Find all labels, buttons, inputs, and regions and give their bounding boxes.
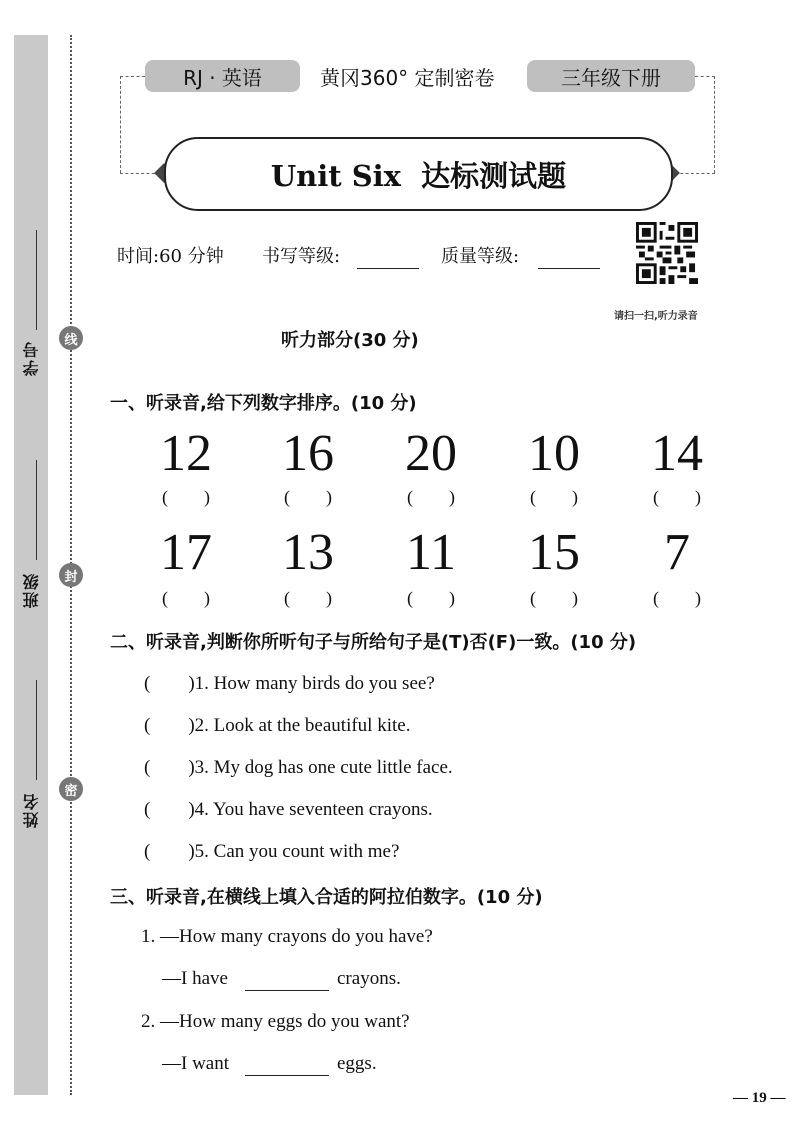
judgement-item[interactable]: ( )1. How many birds do you see? — [144, 673, 435, 694]
class-label: 班级 — [22, 572, 41, 608]
order-blank[interactable]: ( ) — [653, 487, 701, 507]
number-item: 7 — [664, 524, 690, 581]
answer-1-suffix: crayons. — [337, 968, 401, 989]
seal-feng: 封 — [59, 563, 83, 587]
seal-mi: 密 — [59, 777, 83, 801]
answer-1-prefix: —I have — [162, 968, 228, 989]
number-item: 10 — [528, 425, 580, 482]
section1-heading: 一、听录音,给下列数字排序。(10 分) — [110, 393, 417, 414]
seal-xian: 线 — [59, 326, 83, 350]
section3-heading: 三、听录音,在横线上填入合适的阿拉伯数字。(10 分) — [110, 887, 543, 908]
answer-2-blank[interactable] — [245, 1055, 329, 1076]
order-blank[interactable]: ( ) — [407, 487, 455, 507]
judgement-item[interactable]: ( )4. You have seventeen crayons. — [144, 799, 433, 820]
number-item: 11 — [405, 524, 457, 581]
writing-grade-blank[interactable] — [357, 248, 419, 269]
qr-code-icon[interactable] — [636, 222, 698, 284]
qr-caption: 请扫一扫,听力录音 — [614, 311, 698, 322]
frame-line — [120, 76, 145, 77]
answer-2-suffix: eggs. — [337, 1053, 377, 1074]
frame-line — [120, 76, 121, 173]
number-item: 16 — [282, 425, 334, 482]
number-item: 17 — [160, 524, 212, 581]
frame-line — [714, 76, 715, 173]
series-title: 黄冈360° 定制密卷 — [320, 65, 495, 90]
class-line — [36, 460, 37, 560]
question-2: 2. —How many eggs do you want? — [141, 1011, 410, 1032]
quality-grade-blank[interactable] — [538, 248, 600, 269]
exam-time: 时间:60 分钟 — [117, 246, 224, 267]
name-line — [36, 680, 37, 780]
order-blank[interactable]: ( ) — [284, 487, 332, 507]
answer-1-blank[interactable] — [245, 970, 329, 991]
section2-heading: 二、听录音,判断你所听句子与所给句子是(T)否(F)一致。(10 分) — [110, 632, 637, 653]
number-item: 15 — [528, 524, 580, 581]
listening-heading: 听力部分(30 分) — [281, 330, 419, 351]
student-id-line — [36, 230, 37, 330]
judgement-item[interactable]: ( )3. My dog has one cute little face. — [144, 757, 453, 778]
subject-pill: RJ · 英语 — [145, 60, 300, 92]
order-blank[interactable]: ( ) — [653, 588, 701, 608]
number-item: 20 — [405, 425, 457, 482]
binding-strip — [14, 35, 48, 1095]
order-blank[interactable]: ( ) — [407, 588, 455, 608]
student-id-label: 学号 — [22, 340, 41, 376]
frame-line — [675, 173, 715, 174]
order-blank[interactable]: ( ) — [284, 588, 332, 608]
order-blank[interactable]: ( ) — [162, 588, 210, 608]
number-item: 12 — [160, 425, 212, 482]
number-item: 13 — [282, 524, 334, 581]
grade-pill: 三年级下册 — [527, 60, 695, 92]
judgement-item[interactable]: ( )5. Can you count with me? — [144, 841, 400, 862]
page-number: — 19 — — [733, 1090, 786, 1106]
order-blank[interactable]: ( ) — [530, 588, 578, 608]
judgement-item[interactable]: ( )2. Look at the beautiful kite. — [144, 715, 411, 736]
writing-grade-label: 书写等级: — [262, 246, 341, 267]
answer-2-prefix: —I want — [162, 1053, 230, 1074]
name-label: 姓名 — [22, 792, 41, 828]
page-title: Unit Six 达标测试题 — [270, 158, 567, 193]
question-1: 1. —How many crayons do you have? — [141, 926, 433, 947]
quality-grade-label: 质量等级: — [441, 246, 520, 267]
number-item: 14 — [651, 425, 703, 482]
order-blank[interactable]: ( ) — [162, 487, 210, 507]
title-box — [164, 137, 673, 211]
order-blank[interactable]: ( ) — [530, 487, 578, 507]
frame-line — [695, 76, 715, 77]
